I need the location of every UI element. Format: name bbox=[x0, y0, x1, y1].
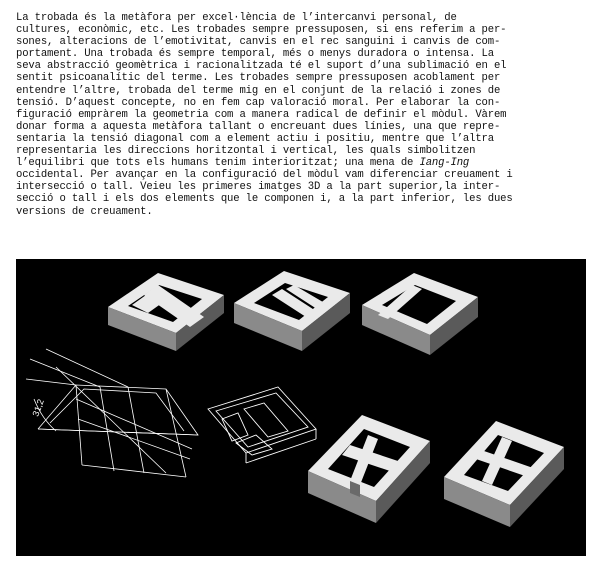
text-line: l’equilibri que tots els humans tenim interioritzat; una mena de bbox=[16, 157, 420, 170]
italic-term: Iang-Ing bbox=[419, 157, 470, 170]
text-line: tensió. D’aquest concepte, no en fem cap valoració moral. Per elaborar la con- bbox=[16, 96, 501, 109]
text-line: representaria les direccions horitzontal i vertical, les quals simbolitzen bbox=[16, 145, 476, 158]
text-line: portament. Una trobada és sempre temporal, més o menys duradora o intensa. La bbox=[16, 48, 494, 61]
text-line: figuració empràrem la geometria com a manera radical de definir el mòdul. Vàrem bbox=[16, 108, 507, 121]
dimension-label: 31,2 bbox=[30, 397, 46, 418]
text-line: intersecció o tall. Veieu les primeres imatges 3D a la part superior,la inter- bbox=[16, 181, 501, 194]
text-line: sentit psicoanalític del terme. Les trobades sempre pressuposen acoblament per bbox=[16, 72, 501, 85]
text-line: occidental. Per avançar en la configuració del mòdul vam diferenciar creuament i bbox=[16, 169, 513, 182]
module-3d-figure bbox=[16, 259, 586, 556]
text-line: La trobada és la metàfora per excel·lència de l’intercanvi personal, de bbox=[16, 12, 457, 24]
text-line: versions de creuament. bbox=[16, 205, 153, 218]
text-line: seva abstracció geomètrica i racionalitzada té el suport d’una sublimació en el bbox=[16, 60, 507, 73]
text-line: sentaria la tensió diagonal com a element actiu i positiu, mentre que l’altra bbox=[16, 132, 494, 145]
text-line: secció o tall i els dos elements que le componen i, a la part inferior, les dues bbox=[16, 193, 513, 206]
text-line: cultures, econòmic, etc. Les trobades sempre pressuposen, si ens referim a per- bbox=[16, 24, 507, 37]
text-line: entendre l’altre, trobada del terme mig en el conjunt de la relació i zones de bbox=[16, 84, 501, 97]
text-line: sones, alteracions de l’emotivitat, canvis en el rec sanguini i canvis de com- bbox=[16, 36, 501, 49]
text-line: donar forma a aquesta metàfora tallant o encreuant dues línies, una que repre- bbox=[16, 120, 501, 133]
body-paragraph bbox=[16, 12, 586, 218]
text-line-with-term bbox=[16, 157, 586, 169]
